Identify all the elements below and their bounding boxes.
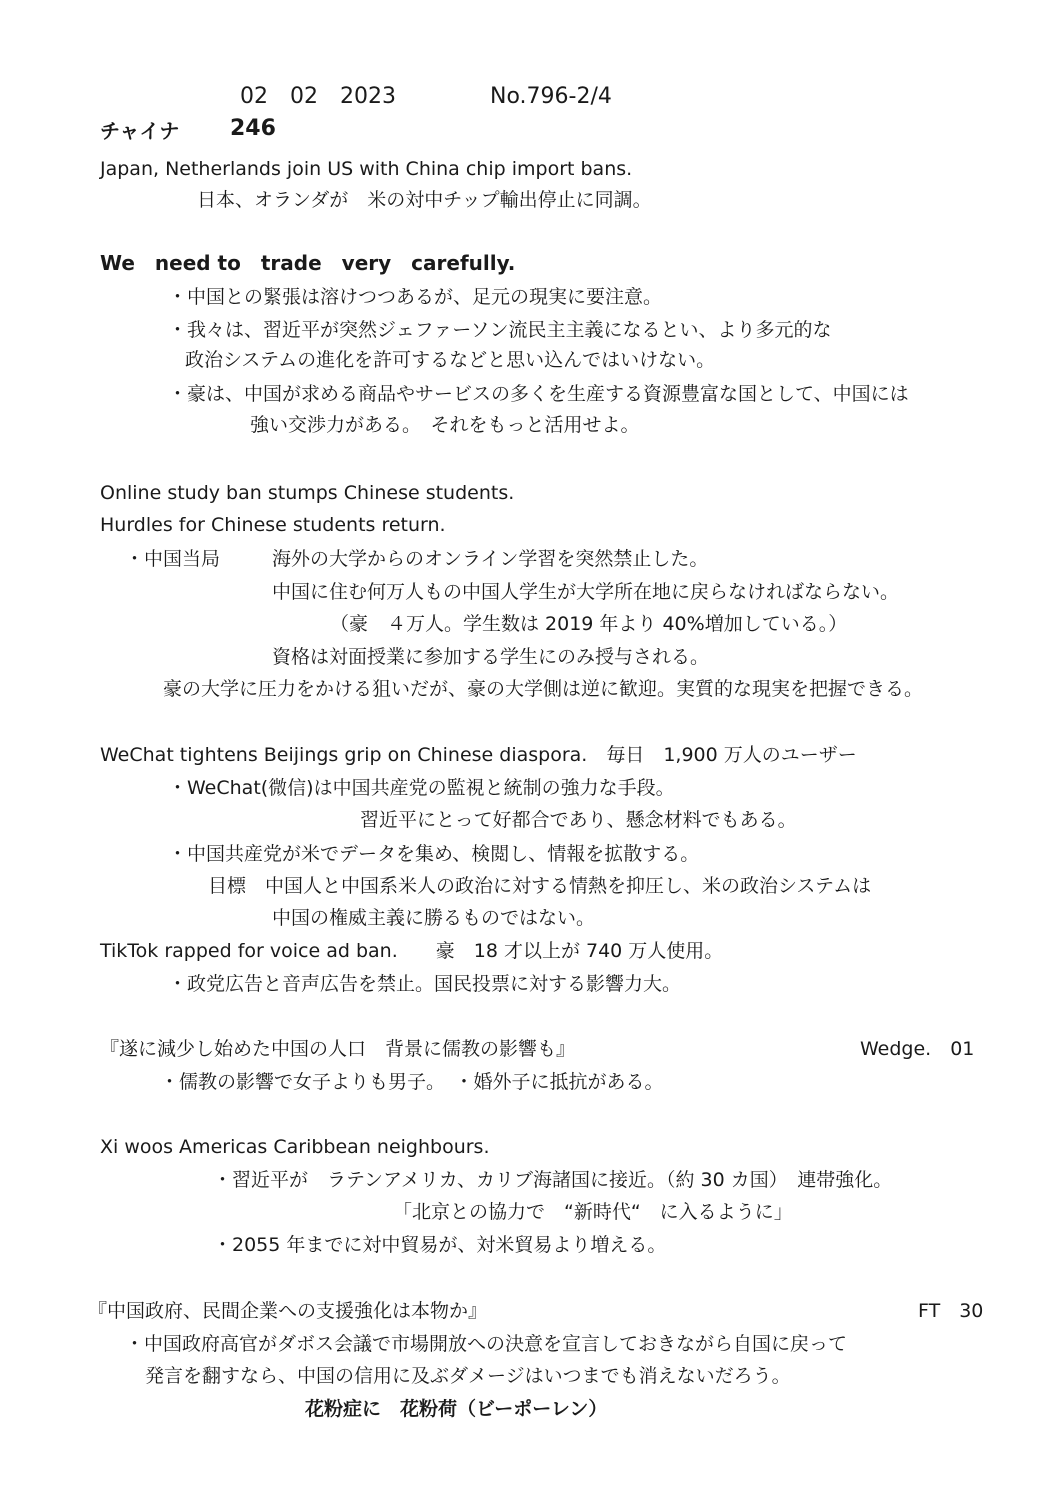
headline-tiktok: TikTok rapped for voice ad ban. 豪 18 才以上が 740 万人使用。 (100, 940, 724, 962)
bullet-item: ・中国との緊張は溶けつつあるが、足元の現実に要注意。 (168, 286, 663, 308)
text-line: 資格は対面授業に参加する学生にのみ授与される。 (272, 646, 710, 668)
bullet-item: ・習近平が ラテンアメリカ、カリブ海諸国に接近。（約 30 カ国） 連帯強化。 (213, 1169, 893, 1191)
header-number: No.796-2/4 (490, 84, 612, 109)
text-line: 中国の権威主義に勝るものではない。 (272, 907, 596, 929)
source-wedge: Wedge. 01 (860, 1038, 975, 1060)
bullet-item: ・中国当局 (125, 548, 221, 570)
headline-xi-woos: Xi woos Americas Caribbean neighbours. (100, 1136, 490, 1158)
headline-online-study-ban: Online study ban stumps Chinese students. (100, 482, 515, 504)
text-line: 日本、オランダが 米の対中チップ輸出停止に同調。 (197, 189, 652, 211)
header-date: 02 02 2023 (240, 84, 396, 109)
bullet-item: ・儒教の影響で女子よりも男子。 ・婚外子に抵抗がある。 (160, 1071, 664, 1093)
bullet-item: ・中国共産党が米でデータを集め、検閲し、情報を拡散する。 (168, 843, 700, 865)
headline-population: 『遂に減少し始めた中国の人口 背景に儒教の影響も』 (100, 1038, 576, 1060)
closing-note: 花粉症に 花粉荷（ビーポーレン） (305, 1398, 608, 1420)
text-line: 目標 中国人と中国系米人の政治に対する情熱を抑圧し、米の政治システムは (208, 875, 872, 897)
bullet-item: ・中国政府高官がダボス会議で市場開放への決意を宣言しておきながら自国に戻って (125, 1333, 848, 1355)
bullet-item: ・WeChat(微信)は中国共産党の監視と統制の強力な手段。 (168, 777, 675, 799)
text-line: 強い交渉力がある。 それをもっと活用せよ。 (250, 414, 640, 436)
text-line: 海外の大学からのオンライン学習を突然禁止した。 (272, 548, 709, 570)
headline-trade-carefully: We need to trade very carefully. (100, 251, 516, 275)
headline-hurdles: Hurdles for Chinese students return. (100, 514, 446, 536)
text-line: 発言を翻すなら、中国の信用に及ぶダメージはいつまでも消えないだろう。 (145, 1365, 791, 1387)
text-line: 豪の大学に圧力をかける狙いだが、豪の大学側は逆に歓迎。実質的な現実を把握できる。 (163, 678, 924, 700)
header-category: チャイナ (100, 119, 180, 143)
text-line: 中国に住む何万人もの中国人学生が大学所在地に戻らなければならない。 (272, 581, 900, 603)
headline-chip-ban: Japan, Netherlands join US with China chip import bans. (100, 158, 633, 180)
text-line: 習近平にとって好都合であり、懸念材料でもある。 (360, 809, 797, 831)
header-category-number: 246 (230, 116, 276, 141)
bullet-item: ・豪は、中国が求める商品やサービスの多くを生産する資源豊富な国として、中国には (168, 383, 909, 405)
text-line: （豪 ４万人。学生数は 2019 年より 40%増加している。） (330, 613, 848, 635)
bullet-item: ・政党広告と音声広告を禁止。国民投票に対する影響力大。 (168, 973, 682, 995)
source-ft: FT 30 (918, 1300, 984, 1322)
text-line: 「北京との協力で “新時代“ に入るように」 (393, 1201, 793, 1223)
text-line: 政治システムの進化を許可するなどと思い込んではいけない。 (185, 349, 716, 371)
headline-private-enterprise: 『中国政府、民間企業への支援強化は本物か』 (88, 1300, 488, 1322)
headline-wechat: WeChat tightens Beijings grip on Chinese diaspora. 毎日 1,900 万人のユーザー (100, 744, 857, 766)
bullet-item: ・我々は、習近平が突然ジェファーソン流民主主義になるとい、より多元的な (168, 319, 832, 341)
bullet-item: ・2055 年までに対中貿易が、対米貿易より増える。 (213, 1234, 667, 1256)
